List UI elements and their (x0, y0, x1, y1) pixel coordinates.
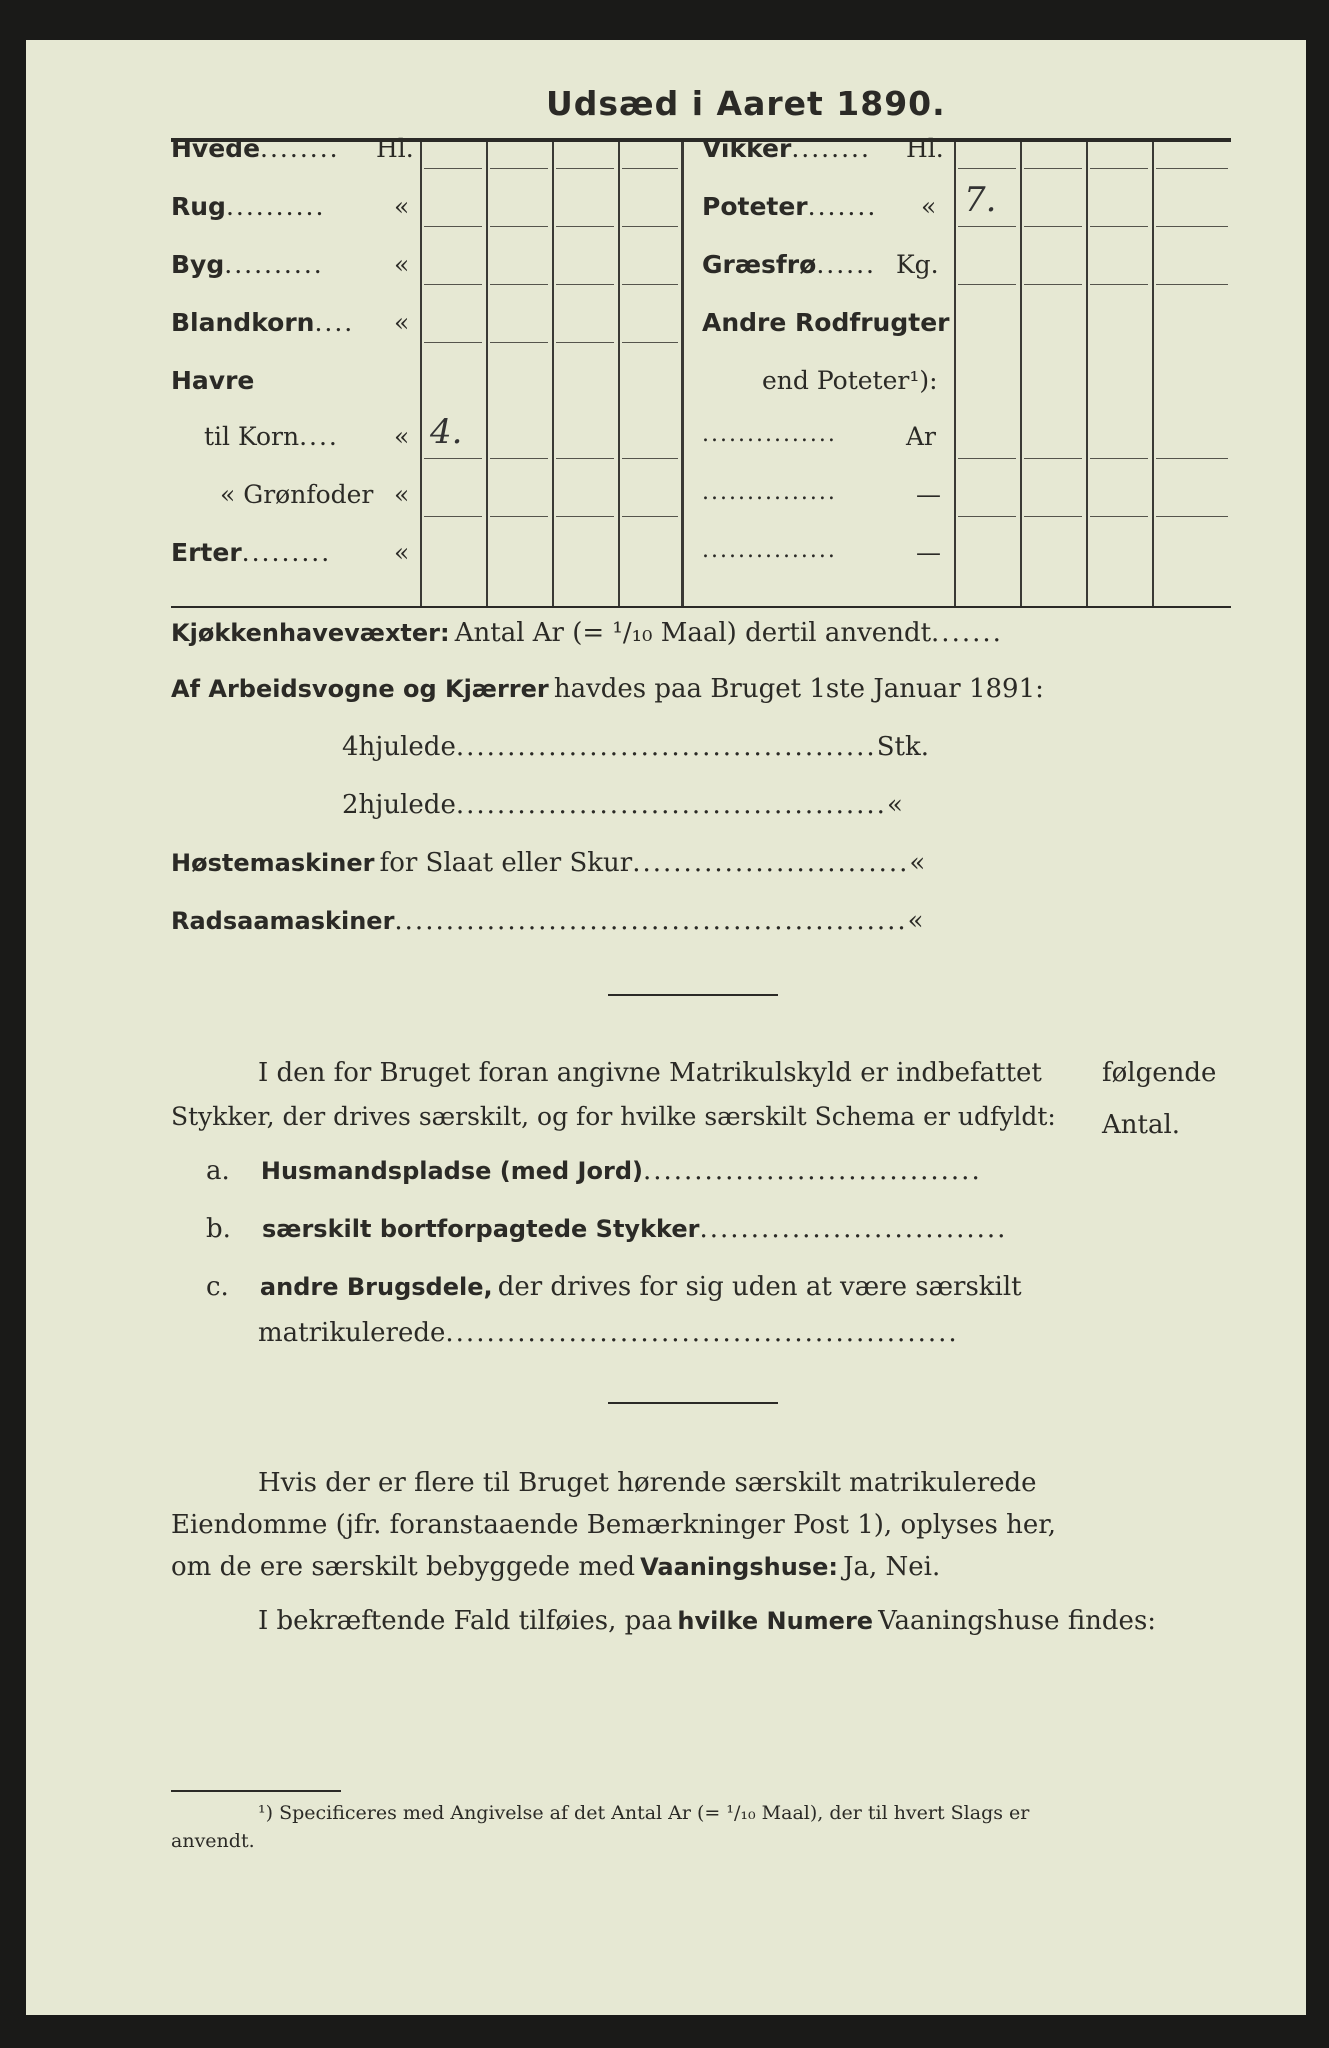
table-col-line (618, 142, 620, 606)
row-unit: Hl. (906, 134, 944, 163)
section-divider (608, 1402, 778, 1404)
handwritten-value: 7. (964, 180, 997, 220)
table-col-line (954, 142, 956, 606)
row-unit: « (394, 538, 410, 567)
wagons-line (171, 674, 1044, 704)
table-col-line (420, 142, 422, 606)
row-dots: ...... (816, 250, 876, 279)
intro-line-2: Stykker, der drives særskilt, og for hvilke særskilt Schema er udfyldt: (171, 1102, 1056, 1131)
row-unit: « (921, 192, 937, 221)
row-unit: « (394, 308, 410, 337)
kitchen-label: Kjøkkenhavevæxter: (171, 619, 450, 647)
row-unit: « (394, 480, 410, 509)
row-dots: ....... (807, 192, 878, 221)
table-col-line (1152, 142, 1154, 606)
item-text: særskilt bortforpagtede Stykker (262, 1215, 700, 1243)
para-line-1: Hvis der er flere til Bruget hørende særskilt matrikulerede (258, 1468, 1037, 1498)
row-label: Græsfrø (702, 250, 817, 279)
row-dots: .... (299, 422, 339, 451)
row-label: Erter (171, 538, 242, 567)
kitchen-text: Antal Ar (= ¹/₁₀ Maal) dertil anvendt (454, 618, 932, 648)
row-dots: ......... (241, 538, 332, 567)
table-divider (681, 142, 684, 606)
footnote-line-2: anvendt. (171, 1830, 255, 1852)
item-text: Husmandspladse (med Jord) (260, 1157, 643, 1185)
item-letter: b. (206, 1214, 231, 1244)
item-c-line2: matrikulerede.................................................. (258, 1318, 959, 1348)
intro-right-1: følgende (1102, 1058, 1217, 1088)
row-dots: .......... (225, 192, 326, 221)
item-c (206, 1272, 1022, 1302)
para-line-3: om de ere særskilt bebyggede med Vaaningshuse: Ja, Nei. (171, 1552, 941, 1582)
row-label: end Poteter¹): (762, 366, 938, 395)
row-dots: ............... (702, 422, 837, 447)
table-col-line (1020, 142, 1022, 606)
page-title: Udsæd i Aaret 1890. (546, 84, 946, 123)
row-label: Rug (171, 192, 226, 221)
item-text: andre Brugsdele, (259, 1273, 493, 1301)
two-wheel-unit: « (886, 790, 903, 820)
item-a: a. Husmandspladse (med Jord)................................. (206, 1156, 982, 1186)
footnote-rule (171, 1790, 341, 1792)
row-unit: Hl. (376, 134, 414, 163)
intro-right-2: Antal. (1102, 1110, 1181, 1140)
row-label: Poteter (702, 192, 808, 221)
footnote-line-1: ¹) Specificeres med Angivelse af det Antal Ar (= ¹/₁₀ Maal), der til hvert Slags er (258, 1802, 1030, 1824)
row-unit: Ar (906, 422, 937, 451)
row-label: Byg (171, 250, 225, 279)
row-unit: Kg. (896, 250, 939, 279)
item-b: b. særskilt bortforpagtede Stykker.............................. (206, 1214, 1008, 1244)
row-label: Blandkorn (171, 308, 315, 337)
four-wheel-unit: Stk. (876, 732, 929, 762)
two-wheel-label: 2hjulede (342, 790, 456, 820)
item-letter: c. (206, 1272, 229, 1302)
row-label: til Korn (204, 422, 300, 451)
seed-machines-label: Radsaamaskiner (171, 907, 395, 935)
row-label: Hvede (171, 134, 261, 163)
intro-line-1: I den for Bruget foran angivne Matrikulskyld er indbefattet (258, 1058, 1042, 1088)
row-unit: — (916, 480, 941, 509)
row-dots: ............... (702, 480, 837, 505)
row-unit: « (394, 250, 410, 279)
two-wheel-line: 2hjulede..........................................« (342, 790, 903, 820)
table-bottom-rule (171, 606, 1231, 608)
row-dots: ........ (260, 134, 340, 163)
table-col-line (486, 142, 488, 606)
harvest-label: Høstemaskiner (171, 849, 375, 877)
row-label: Vikker (702, 134, 792, 163)
table-col-line (1086, 142, 1088, 606)
row-dots: ............... (702, 538, 837, 563)
item-text-rest: der drives for sig uden at være særskilt (497, 1272, 1022, 1302)
para-line-4: I bekræftende Fald tilføies, paa hvilke Numere Vaaningshuse findes: (258, 1606, 1157, 1636)
wagons-label: Af Arbeidsvogne og Kjærrer (171, 675, 549, 703)
document-page (26, 40, 1306, 2015)
seed-machines-line: Radsaamaskiner..................................................« (171, 906, 924, 936)
seed-machines-unit: « (907, 906, 924, 936)
harvest-unit: « (909, 848, 926, 878)
harvest-text: for Slaat eller Skur (379, 848, 633, 878)
handwritten-value: 4. (430, 412, 463, 452)
para-line-2: Eiendomme (jfr. foranstaaende Bemærkninger Post 1), oplyses her, (171, 1510, 1057, 1540)
row-unit: « (394, 192, 410, 221)
row-unit: — (916, 538, 941, 567)
item-letter: a. (206, 1156, 230, 1186)
row-dots: .... (314, 308, 355, 337)
table-col-line (552, 142, 554, 606)
row-label: Havre (171, 366, 255, 395)
four-wheel-label: 4hjulede (342, 732, 456, 762)
row-unit: « (394, 422, 410, 451)
section-divider (608, 994, 778, 996)
harvest-line: Høstemaskiner for Slaat eller Skur...........................« (171, 848, 926, 878)
row-label: Andre Rodfrugter (702, 308, 950, 337)
wagons-text: havdes paa Bruget 1ste Januar 1891: (553, 674, 1044, 704)
four-wheel-line: 4hjulede.........................................Stk. (342, 732, 929, 762)
row-dots: ........ (791, 134, 871, 163)
kitchen-garden-line: Kjøkkenhavevæxter: Antal Ar (= ¹/₁₀ Maal) dertil anvendt....... (171, 618, 1003, 648)
row-dots: .......... (224, 250, 324, 279)
row-label: « Grønfoder (220, 480, 374, 509)
